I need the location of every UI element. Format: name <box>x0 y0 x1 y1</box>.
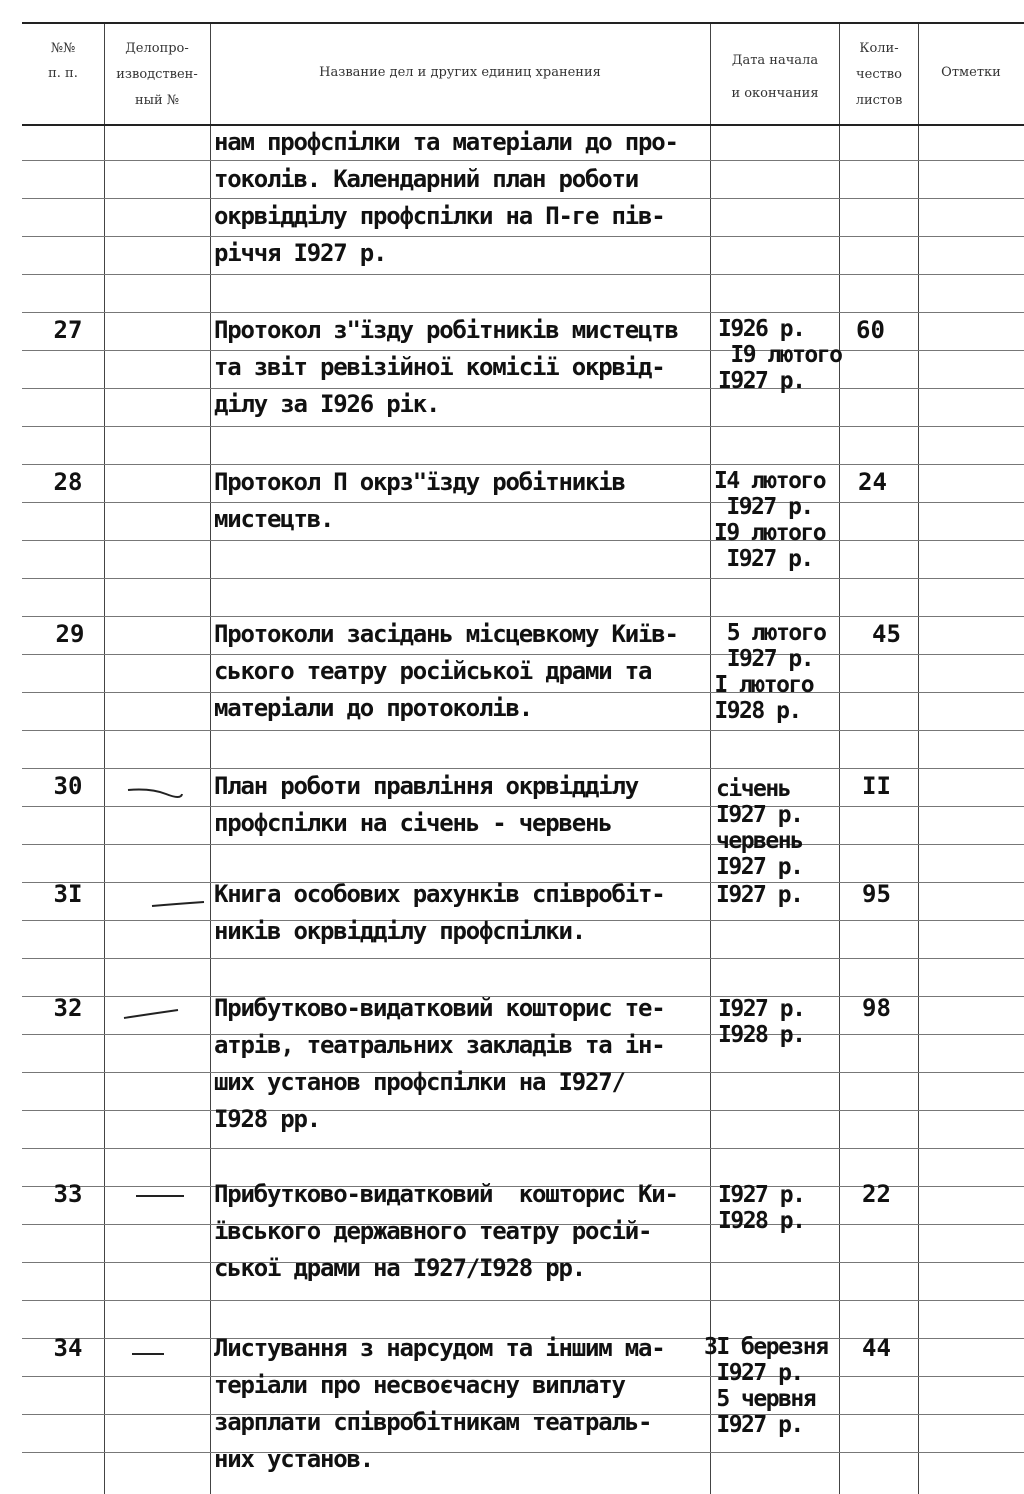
column-divider <box>210 22 211 1494</box>
entry-number: 29 <box>55 620 85 648</box>
ruled-line <box>22 958 1024 959</box>
entry-sheets: 95 <box>862 880 891 908</box>
entry-title: Прибутково-видатковий кошторис Ки- ївського державного театру росій- ської драми на I927/I928 рр. <box>214 1180 678 1282</box>
header-notes: Отметки <box>941 65 1001 80</box>
entry-sheets: 44 <box>862 1334 891 1362</box>
entry-title: Протоколи засідань місцевкому Київ- ського театру російської драми та матеріали до протоколів. <box>214 620 678 722</box>
entry-number: 34 <box>53 1334 83 1362</box>
column-divider <box>839 22 840 1494</box>
entry-title: Листування з нарсудом та іншим ма- теріали про несвоєчасну виплату зарплати співробітникам театраль- них установ. <box>214 1334 665 1473</box>
entry-dates: I4 лютого I927 р. I9 лютого I927 р. <box>714 468 826 572</box>
ruled-line <box>22 844 1024 845</box>
entry-number: 27 <box>53 316 83 344</box>
header-title: Название дел и других единиц хранения <box>319 65 601 80</box>
ditto-dash <box>126 782 186 802</box>
entry-number: 30 <box>53 772 83 800</box>
ditto-dash <box>150 894 210 914</box>
entry-sheets: 60 <box>856 316 885 344</box>
ruled-line <box>22 274 1024 275</box>
top-rule <box>22 22 1024 24</box>
header-dates: Дата начала и окончания <box>731 53 819 101</box>
column-divider <box>918 22 919 1494</box>
ditto-dash <box>132 1186 192 1206</box>
ruled-line <box>22 578 1024 579</box>
column-divider <box>710 22 711 1494</box>
entry-sheets: II <box>862 772 891 800</box>
entry-sheets: 98 <box>862 994 891 1022</box>
entry-dates: I927 р. <box>716 882 803 908</box>
entry-dates: 3I березня I927 р. 5 червня I927 р. <box>704 1334 828 1438</box>
entry-sheets: 24 <box>858 468 887 496</box>
entry-title: Протокол з"їзду робітників мистецтв та звіт ревізійної комісії окрвід- ділу за I926 рік. <box>214 316 678 418</box>
ditto-dash <box>120 1004 184 1024</box>
ruled-line <box>22 426 1024 427</box>
entry-title: нам профспілки та матеріали до про- токолів. Календарний план роботи окрвідділу профспілки на П-ге пів- річчя I927 р. <box>214 128 678 267</box>
entry-title: Книга особових рахунків співробіт- ників окрвідділу профспілки. <box>214 880 665 945</box>
entry-sheets: 22 <box>862 1180 891 1208</box>
ruled-line <box>22 1148 1024 1149</box>
entry-dates: 5 лютого I927 р. I лютого I928 р. <box>714 620 826 724</box>
entry-title: Прибутково-видатковий кошторис те- атрів, театральних закладів та ін- ших установ профспілки на I927/ I928 рр. <box>214 994 665 1133</box>
entry-number: 3I <box>53 880 83 908</box>
entry-number: 32 <box>53 994 83 1022</box>
ditto-dash <box>128 1344 178 1364</box>
entry-dates: I927 р. I928 р. <box>718 996 805 1048</box>
entry-sheets: 45 <box>872 620 901 648</box>
entry-dates: січень I927 р. червень I927 р. <box>716 776 803 880</box>
entry-title: План роботи правління окрвідділу профспілки на січень - червень <box>214 772 638 837</box>
entry-dates: I927 р. I928 р. <box>718 1182 805 1234</box>
entry-number: 33 <box>53 1180 83 1208</box>
entry-dates: I926 р. I9 лютого I927 р. <box>718 316 842 394</box>
column-divider <box>104 22 105 1494</box>
entry-title: Протокол П окрз"їзду робітників мистецтв. <box>214 468 625 533</box>
header-sheets: Коли- чество листов <box>855 41 903 108</box>
ruled-line <box>22 540 1024 541</box>
header-num: №№ п. п. <box>48 41 78 81</box>
ruled-line <box>22 1300 1024 1301</box>
ruled-line <box>22 730 1024 731</box>
entry-number: 28 <box>53 468 83 496</box>
header-office-num: Делопро- изводствен- ный № <box>116 41 198 108</box>
